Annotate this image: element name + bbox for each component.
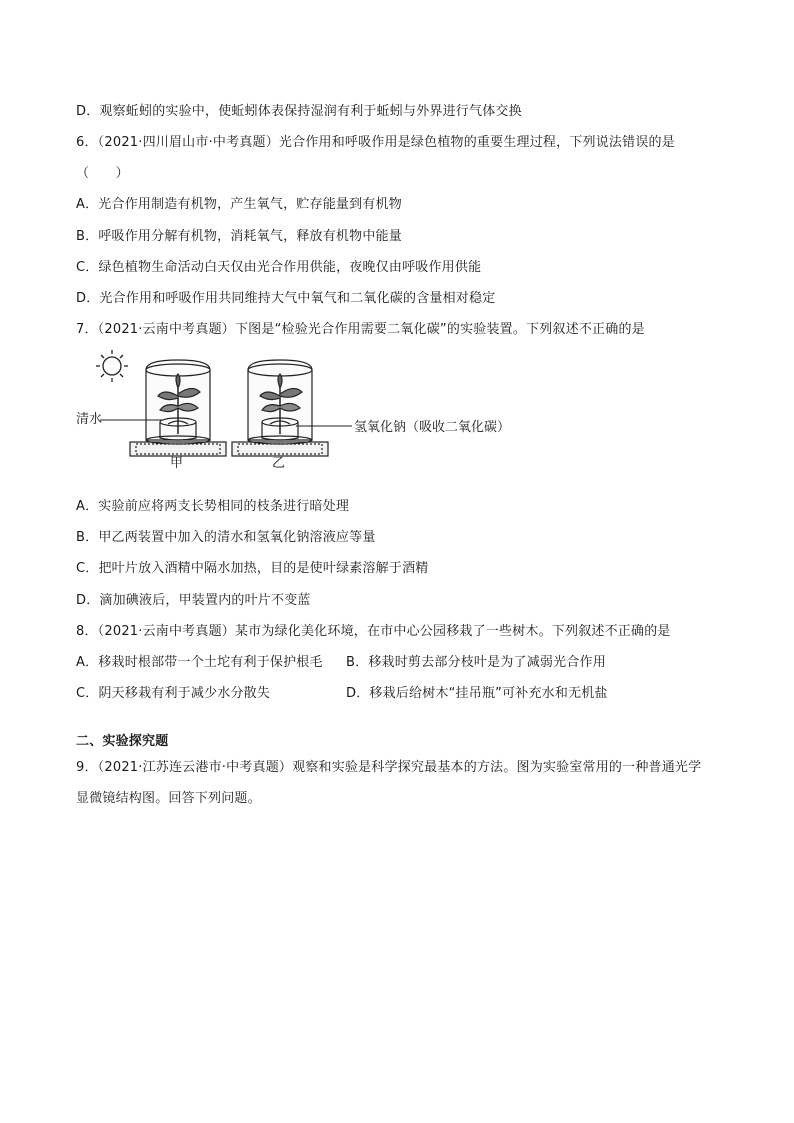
q8-stem: 8．（2021·云南中考真题）某市为绿化美化环境，在市中心公园移栽了一些树木。下列叙述不正确的是	[76, 624, 671, 639]
q8-option-b: B．移栽时剪去部分枝叶是为了减弱光合作用	[346, 655, 606, 670]
q6-answer-blank: （ ）	[76, 166, 129, 181]
q8-option-c: C．阴天移栽有利于减少水分散失	[76, 686, 271, 701]
q7-option-d: D．滴加碘液后，甲装置内的叶片不变蓝	[76, 593, 311, 608]
q9-stem-line2: 显微镜结构图。回答下列问题。	[76, 791, 261, 806]
q8-option-d: D．移栽后给树木“挂吊瓶”可补充水和无机盐	[346, 686, 608, 701]
q6-option-d: D．光合作用和呼吸作用共同维持大气中氧气和二氧化碳的含量相对稳定	[76, 291, 496, 306]
label-naoh: 氢氧化钠（吸收二氧化碳）	[354, 420, 511, 435]
q7-experiment-figure	[70, 348, 520, 471]
q5-option-d: D．观察蚯蚓的实验中，使蚯蚓体表保持湿润有利于蚯蚓与外界进行气体交换	[76, 104, 522, 119]
q6-option-b: B．呼吸作用分解有机物，消耗氧气，释放有机物中能量	[76, 229, 402, 244]
jar-yi	[232, 360, 328, 456]
q6-option-a: A．光合作用制造有机物，产生氧气，贮存能量到有机物	[76, 197, 402, 212]
q7-stem: 7．（2021·云南中考真题）下图是“检验光合作用需要二氧化碳”的实验装置。下列叙述不正确的是	[76, 322, 645, 337]
q8-option-a: A．移栽时根部带一个土坨有利于保护根毛	[76, 655, 323, 670]
label-water: 清水	[76, 412, 103, 427]
q7-option-c: C．把叶片放入酒精中隔水加热，目的是使叶绿素溶解于酒精	[76, 561, 429, 576]
section-title: 二、实验探究题	[76, 734, 169, 749]
q6-stem: 6．（2021·四川眉山市·中考真题）光合作用和呼吸作用是绿色植物的重要生理过程，下列说法错误的是	[76, 135, 675, 150]
q7-option-a: A．实验前应将两支长势相同的枝条进行暗处理	[76, 499, 350, 514]
jar-jia	[130, 360, 226, 456]
q6-option-c: C．绿色植物生命活动白天仅由光合作用供能，夜晚仅由呼吸作用供能	[76, 260, 482, 275]
label-yi: 乙	[272, 456, 286, 471]
label-jia: 甲	[170, 456, 184, 471]
sun-icon	[96, 350, 128, 382]
experiment-diagram	[70, 348, 520, 468]
q7-option-b: B．甲乙两装置中加入的清水和氢氧化钠溶液应等量	[76, 530, 376, 545]
q9-stem-line1: 9．（2021·江苏连云港市·中考真题）观察和实验是科学探究最基本的方法。图为实验室常用的一种普通光学	[76, 760, 702, 775]
